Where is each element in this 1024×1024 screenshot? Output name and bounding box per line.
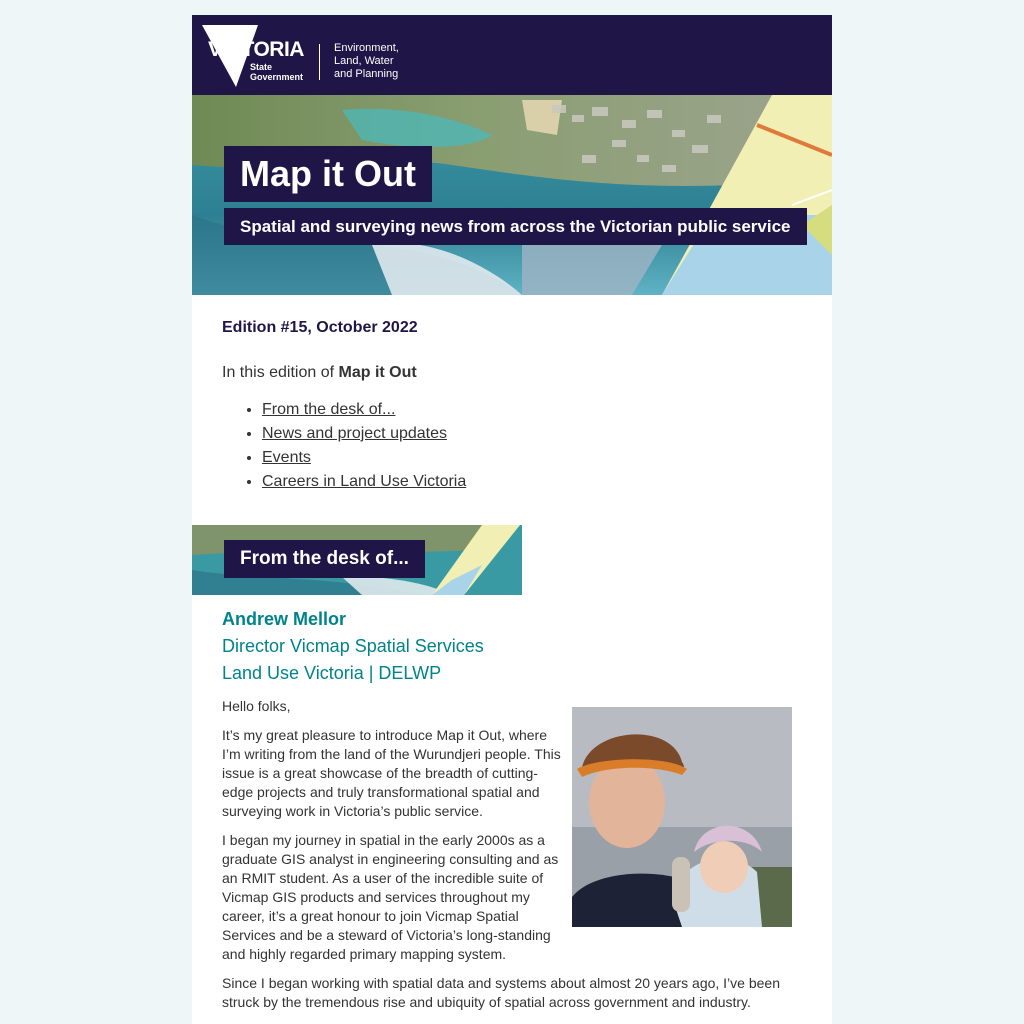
intro-text: In this edition of Map it Out [222,364,417,381]
author-name: Andrew Mellor [222,609,347,629]
author-organisation: Land Use Victoria | DELWP [222,663,442,683]
toc-item [262,446,466,470]
hero-subtitle: Spatial and surveying news from across the Victorian public service [224,208,807,245]
toc-item [262,422,466,446]
article-paragraph: It’s my great pleasure to introduce Map it Out, where I’m writing from the land of the Wurundjeri people. This issue is a great showcase of the breadth of cutting-edge projects and truly transformational spatial and surveying work in Victoria’s public service. [222,727,561,819]
greeting: Hello folks, [222,698,291,714]
toc-item [262,470,466,494]
article-paragraph: Since I began working with spatial data and systems about almost 20 years ago, I’ve been struck by the tremendous rise and ubiquity of spatial across government and industry. [222,975,780,1010]
author-role: Director Vicmap Spatial Services [222,636,484,656]
table-of-contents [222,398,466,494]
publication-name: Map it Out [338,364,417,381]
logo-divider [319,44,320,80]
author-photo [572,707,792,927]
toc-link-from-the-desk[interactable]: From the desk of... [262,401,396,418]
edition-label: Edition #15, October 2022 [222,319,418,336]
logo-subtitle: State Government [250,62,304,82]
hero-title: Map it Out [224,146,432,202]
author-photo-image [572,707,792,927]
toc-link-news[interactable]: News and project updates [262,425,447,442]
logo-victoria-text: VICTORIA [208,38,304,61]
toc-link-careers[interactable]: Careers in Land Use Victoria [262,473,467,490]
toc-link-events[interactable]: Events [262,449,311,466]
department-name: Environment, Land, Water and Planning [334,42,399,80]
toc-item [262,398,466,422]
hero-banner [192,95,832,295]
newsletter [192,15,832,1024]
header-bar [192,15,832,95]
article-paragraph: I began my journey in spatial in the early 2000s as a graduate GIS analyst in engineering consulting and as an RMIT student. As a user of the incredible suite of Vicmap GIS products and services throughout my career, it’s a great honour to join Vicmap Spatial Services and be a steward of Victoria’s long-standing and highly regarded primary mapping system. [222,832,559,962]
section-banner [192,525,522,595]
section-title: From the desk of... [224,540,425,578]
